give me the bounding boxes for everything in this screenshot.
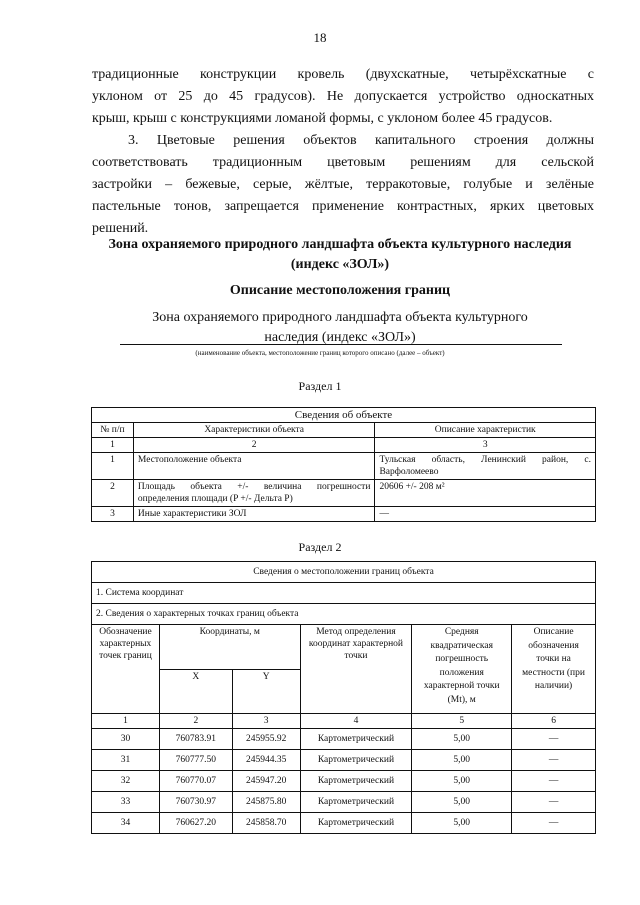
column-number: 2 [133, 438, 375, 453]
column-number: 6 [512, 714, 596, 729]
column-number: 1 [92, 714, 160, 729]
point-id: 32 [92, 771, 160, 792]
point-id: 30 [92, 729, 160, 750]
text-line: 3. Цветовые решения объектов капитального строения должны [128, 133, 594, 148]
object-name-line1: Зона охраняемого природного ландшафта объекта культурного [152, 310, 528, 325]
row-number: 2 [92, 480, 134, 507]
point-method: Картометрический [300, 750, 412, 771]
header-point-description: Описание обозначения точки на местности (при наличии) [512, 625, 596, 714]
row-characteristic: Площадь объекта +/- величина погрешности определения площади (P +/- Дельта P) [133, 480, 375, 507]
point-description: — [512, 813, 596, 834]
header-number: № п/п [92, 423, 134, 438]
point-error: 5,00 [412, 813, 512, 834]
row-value: 20606 +/- 208 м² [375, 480, 596, 507]
object-name [120, 308, 560, 348]
boundary-points-table [91, 561, 596, 834]
points-title: 2. Сведения о характерных точках границ объекта [92, 604, 596, 625]
section2-title: Раздел 2 [298, 540, 342, 554]
text-line: уклоном от 25 до 45 градусов). Не допускается устройство односкатных [92, 89, 594, 104]
header-description: Описание характеристик [375, 423, 596, 438]
object-info-table [91, 407, 596, 522]
page-number: 18 [313, 30, 327, 45]
coordinate-system: 1. Система координат [92, 583, 596, 604]
text-line: соответствовать традиционным цветовым решениям для сельской [92, 155, 594, 170]
point-description: — [512, 771, 596, 792]
column-number: 1 [92, 438, 134, 453]
zone-heading-line2: (индекс «ЗОЛ») [290, 257, 390, 272]
row-value: — [375, 507, 596, 522]
table-row [92, 771, 596, 792]
header-error: Средняя квадратическая погрешность положения характерной точки (Mt), м [412, 625, 512, 714]
point-method: Картометрический [300, 813, 412, 834]
table-row [92, 480, 596, 507]
point-x: 760730.97 [159, 792, 232, 813]
point-x: 760777.50 [159, 750, 232, 771]
column-number: 5 [412, 714, 512, 729]
object-name-underline [120, 344, 562, 345]
row-value: Тульская область, Ленинский район, с. Варфоломеево [375, 453, 596, 480]
table-row [92, 792, 596, 813]
point-y: 245944.35 [232, 750, 300, 771]
point-y: 245947.20 [232, 771, 300, 792]
column-number: 3 [232, 714, 300, 729]
table-row [92, 453, 596, 480]
zone-heading [60, 235, 620, 275]
table-row [92, 750, 596, 771]
table-row [92, 729, 596, 750]
point-id: 33 [92, 792, 160, 813]
text-line: крыш, крыш с конструкциями ломаной формы, с уклоном более 45 градусов. [92, 111, 553, 126]
text-line: решений. [92, 221, 149, 236]
text-line: пастельные тонов, запрещается применение контрастных, ярких цветовых [92, 199, 594, 214]
paragraph-roof-types [92, 64, 594, 130]
column-number: 3 [375, 438, 596, 453]
point-y: 245858.70 [232, 813, 300, 834]
section1-title: Раздел 1 [298, 379, 342, 393]
boundary-heading: Описание местоположения границ [229, 283, 451, 298]
text-line: традиционные конструкции кровель (двухскатные, четырёхскатные с [92, 67, 594, 82]
row-number: 1 [92, 453, 134, 480]
point-error: 5,00 [412, 771, 512, 792]
point-method: Картометрический [300, 792, 412, 813]
point-id: 31 [92, 750, 160, 771]
table-row [92, 813, 596, 834]
header-characteristic: Характеристики объекта [133, 423, 375, 438]
point-description: — [512, 729, 596, 750]
object-name-line2: наследия (индекс «ЗОЛ») [264, 330, 416, 345]
header-designation: Обозначение характерных точек границ [92, 625, 160, 714]
point-description: — [512, 750, 596, 771]
row-characteristic: Иные характеристики ЗОЛ [133, 507, 375, 522]
row-number: 3 [92, 507, 134, 522]
text-line: застройки – бежевые, серые, жёлтые, терракотовые, голубые и зелёные [92, 177, 594, 192]
column-number: 2 [159, 714, 232, 729]
point-y: 245955.92 [232, 729, 300, 750]
point-x: 760627.20 [159, 813, 232, 834]
column-number: 4 [300, 714, 412, 729]
zone-heading-line1: Зона охраняемого природного ландшафта объекта культурного наследия [108, 237, 572, 252]
point-x: 760770.07 [159, 771, 232, 792]
point-method: Картометрический [300, 729, 412, 750]
point-id: 34 [92, 813, 160, 834]
object-caption: (наименование объекта, местоположение границ которого описано (далее – объект) [195, 349, 445, 357]
point-error: 5,00 [412, 792, 512, 813]
point-x: 760783.91 [159, 729, 232, 750]
point-description: — [512, 792, 596, 813]
row-characteristic: Местоположение объекта [133, 453, 375, 480]
header-coordinates: Координаты, м [159, 625, 300, 670]
paragraph-color-solutions [92, 130, 594, 240]
header-y: Y [232, 669, 300, 714]
point-error: 5,00 [412, 750, 512, 771]
table-title: Сведения о местоположении границ объекта [92, 562, 596, 583]
point-method: Картометрический [300, 771, 412, 792]
header-x: X [159, 669, 232, 714]
table-title: Сведения об объекте [92, 408, 596, 423]
point-y: 245875.80 [232, 792, 300, 813]
table-row [92, 507, 596, 522]
point-error: 5,00 [412, 729, 512, 750]
header-method: Метод определения координат характерной точки [300, 625, 412, 714]
